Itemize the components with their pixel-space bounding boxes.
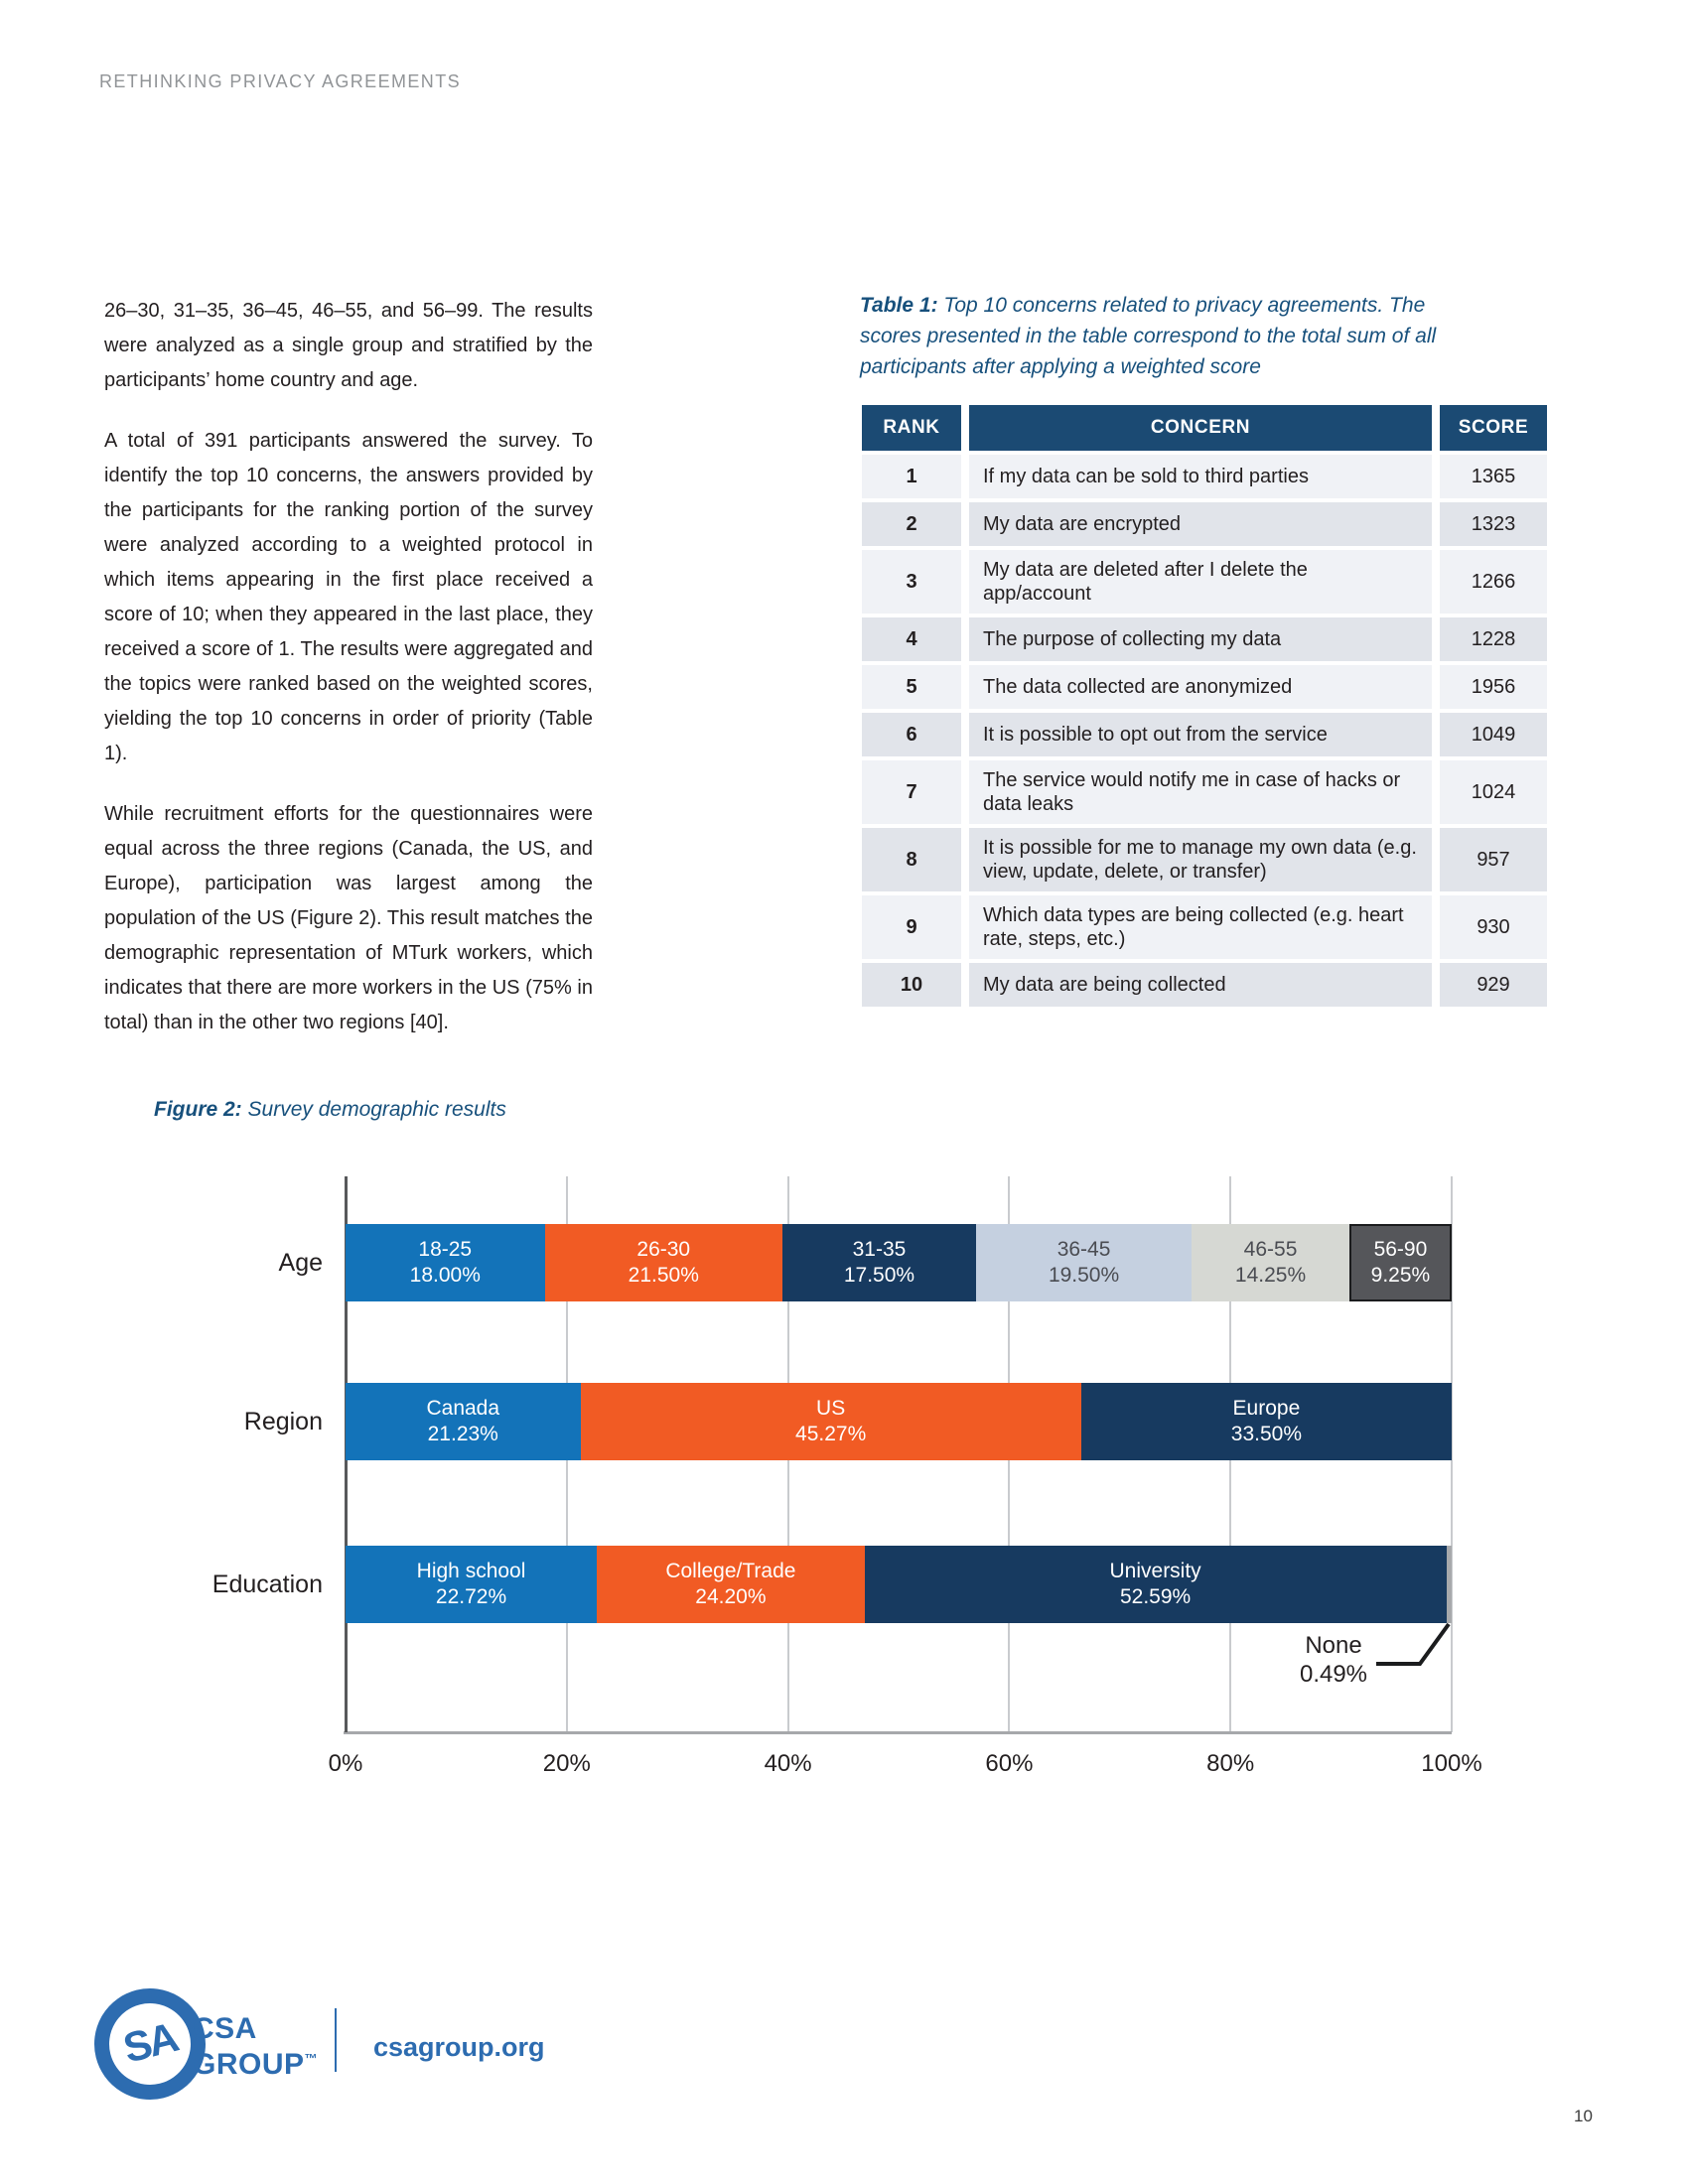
- paragraph-age-groups: 26–30, 31–35, 36–45, 46–55, and 56–99. The results were analyzed as a single group and stratified by the participants’ home country and age.: [104, 300, 593, 391]
- segment-value: 17.50%: [843, 1264, 915, 1287]
- column-header-concern: CONCERN: [969, 405, 1432, 451]
- x-axis-line: [344, 1731, 1452, 1734]
- table-row: [862, 550, 1547, 614]
- paragraph-survey-method: A total of 391 participants answered the survey. To identify the top 10 concerns, the answers provided by the participants for the ranking portion of the survey were analyzed according to a weighted protocol in which items appearing in the first place received a score of 10; when they appeared in the last place, they received a score of 1. The results were aggregated and the topics were ranked based on the weighted scores, yielding the top 10 concerns in order of priority (Table 1).: [104, 430, 593, 764]
- segment-label: 56-90: [1373, 1238, 1428, 1261]
- table1: [862, 405, 1547, 1011]
- score-cell: 957: [1440, 828, 1547, 891]
- score-cell: 1228: [1440, 617, 1547, 661]
- bar-region: [346, 1383, 1452, 1460]
- table-row: [862, 760, 1547, 824]
- score-cell: 1323: [1440, 502, 1547, 546]
- segment-value: 21.50%: [628, 1264, 699, 1287]
- table-row: [862, 665, 1547, 709]
- table-row: [862, 713, 1547, 756]
- segment-label: 18-25: [418, 1238, 473, 1261]
- concern-cell: My data are being collected: [969, 963, 1432, 1007]
- rank-cell: 3: [862, 550, 961, 614]
- segment-26-30: [545, 1224, 783, 1301]
- rank-cell: 2: [862, 502, 961, 546]
- concern-cell: If my data can be sold to third parties: [969, 455, 1432, 498]
- csa-wordmark-line2: GROUP™: [193, 2048, 319, 2081]
- segment-value: 18.00%: [409, 1264, 481, 1287]
- x-tick-label: 20%: [542, 1750, 591, 1777]
- segment-none: [1447, 1546, 1452, 1623]
- segment-canada: [346, 1383, 581, 1460]
- segment-value: 45.27%: [795, 1423, 867, 1445]
- table1-caption-text: Top 10 concerns related to privacy agreements. The scores presented in the table correspond to the total sum of all participants after applying a weighted score: [860, 294, 1437, 378]
- segment-label: Canada: [426, 1397, 500, 1420]
- website-link[interactable]: csagroup.org: [373, 2032, 545, 2062]
- footer-divider: [335, 2008, 337, 2072]
- score-cell: 1266: [1440, 550, 1547, 614]
- table1-caption: [860, 290, 1456, 382]
- concern-cell: My data are encrypted: [969, 502, 1432, 546]
- segment-label: College/Trade: [665, 1560, 796, 1582]
- segment-value: 21.23%: [427, 1423, 498, 1445]
- segment-36-45: [976, 1224, 1192, 1301]
- segment-label: 31-35: [852, 1238, 907, 1261]
- segment-value: 33.50%: [1230, 1423, 1302, 1445]
- rank-cell: 6: [862, 713, 961, 756]
- concern-cell: The data collected are anonymized: [969, 665, 1432, 709]
- segment-label: 36-45: [1056, 1238, 1111, 1261]
- rank-cell: 5: [862, 665, 961, 709]
- concern-cell: The service would notify me in case of hacks or data leaks: [969, 760, 1432, 824]
- x-tick-label: 0%: [328, 1750, 363, 1777]
- segment-label: 46-55: [1243, 1238, 1298, 1261]
- csa-group-wordmark: [193, 2014, 318, 2080]
- segment-value: 9.25%: [1370, 1264, 1431, 1287]
- bar-age: [346, 1224, 1452, 1301]
- bar-education: [346, 1546, 1452, 1623]
- table-row: [862, 617, 1547, 661]
- rank-cell: 9: [862, 895, 961, 959]
- paragraph-recruitment: While recruitment efforts for the questionnaires were equal across the three regions (Canada, the US, and Europe), participation was largest among the population of the US (Figure 2). This result matches the demographic representation of MTurk workers, which indicates that there are more workers in the US (75% in total) than in the other two regions [40].: [104, 803, 593, 1033]
- table-row: [862, 963, 1547, 1007]
- x-tick-label: 80%: [1206, 1750, 1255, 1777]
- segment-high-school: [346, 1546, 597, 1623]
- x-tick-label: 60%: [985, 1750, 1034, 1777]
- category-label-age: Age: [278, 1248, 323, 1277]
- score-cell: 929: [1440, 963, 1547, 1007]
- segment-31-35: [782, 1224, 976, 1301]
- concern-cell: It is possible for me to manage my own data (e.g. view, update, delete, or transfer): [969, 828, 1432, 891]
- score-cell: 1365: [1440, 455, 1547, 498]
- table1-body: [862, 455, 1547, 1007]
- none-callout-line: [1373, 1616, 1453, 1672]
- segment-value: 22.72%: [435, 1585, 507, 1608]
- segment-label: US: [816, 1397, 846, 1420]
- table-row: [862, 502, 1547, 546]
- segment-56-90: [1349, 1224, 1452, 1301]
- column-header-rank: RANK: [862, 405, 961, 451]
- body-text-column: [104, 294, 593, 1066]
- segment-label: 26-30: [636, 1238, 691, 1261]
- none-annotation-label: None: [1305, 1632, 1362, 1659]
- segment-46-55: [1192, 1224, 1349, 1301]
- score-cell: 1956: [1440, 665, 1547, 709]
- segment-value: 19.50%: [1048, 1264, 1120, 1287]
- x-tick-label: 40%: [764, 1750, 812, 1777]
- table-row: [862, 455, 1547, 498]
- figure2-caption-label: Figure 2:: [154, 1098, 242, 1121]
- segment-europe: [1081, 1383, 1452, 1460]
- page-number: 10: [1574, 2107, 1593, 2125]
- figure2-caption-text: Survey demographic results: [247, 1098, 506, 1121]
- csa-wordmark-line1: CSA: [193, 2012, 257, 2045]
- score-cell: 1024: [1440, 760, 1547, 824]
- rank-cell: 4: [862, 617, 961, 661]
- figure2-chart: [0, 1092, 1688, 1827]
- segment-value: 24.20%: [695, 1585, 767, 1608]
- concern-cell: My data are deleted after I delete the app/account: [969, 550, 1432, 614]
- chart-plot-area: [211, 1176, 1482, 1777]
- category-label-education: Education: [211, 1570, 323, 1598]
- concern-cell: It is possible to opt out from the service: [969, 713, 1432, 756]
- trademark-symbol: ™: [304, 2051, 319, 2066]
- segment-label: Europe: [1232, 1397, 1301, 1420]
- segment-college-trade: [597, 1546, 865, 1623]
- rank-cell: 1: [862, 455, 961, 498]
- column-header-score: SCORE: [1440, 405, 1547, 451]
- score-cell: 930: [1440, 895, 1547, 959]
- table1-header-row: [862, 405, 1547, 451]
- segment-label: High school: [416, 1560, 526, 1582]
- rank-cell: 8: [862, 828, 961, 891]
- segment-18-25: [346, 1224, 545, 1301]
- none-annotation-value: 0.49%: [1299, 1661, 1368, 1688]
- segment-value: 52.59%: [1119, 1585, 1192, 1608]
- table-row: [862, 895, 1547, 959]
- segment-university: [865, 1546, 1447, 1623]
- table-row: [862, 828, 1547, 891]
- table1-caption-label: Table 1:: [860, 294, 938, 317]
- category-label-region: Region: [243, 1407, 323, 1435]
- concern-cell: The purpose of collecting my data: [969, 617, 1432, 661]
- running-header: RETHINKING PRIVACY AGREEMENTS: [99, 71, 461, 91]
- concern-cell: Which data types are being collected (e.g. heart rate, steps, etc.): [969, 895, 1432, 959]
- segment-label: University: [1109, 1560, 1201, 1582]
- segment-us: [581, 1383, 1081, 1460]
- segment-value: 14.25%: [1234, 1264, 1307, 1287]
- score-cell: 1049: [1440, 713, 1547, 756]
- rank-cell: 10: [862, 963, 961, 1007]
- csa-logo-monogram: SA: [118, 2013, 181, 2072]
- x-tick-label: 100%: [1421, 1750, 1482, 1777]
- rank-cell: 7: [862, 760, 961, 824]
